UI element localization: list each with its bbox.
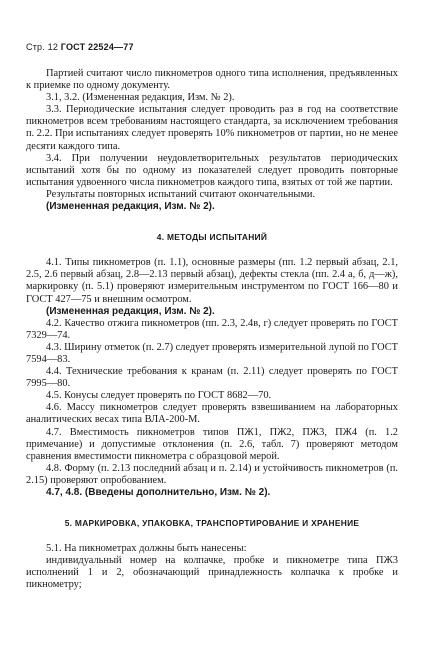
paragraph-amendment-4-7: 4.7, 4.8. (Введены дополнительно, Изм. № 2). <box>46 487 271 498</box>
paragraph-3-4: 3.4. При получении неудовлетворительных результатов периодических испытаний хотя бы по одному из показателей следует проводить повторные испытания удвоенного числа пикнометров каждого типа, взятых от той же партии. <box>26 152 398 188</box>
paragraph-5-1-item: индивидуальный номер на колпачке, пробке и пикнометре типа ПЖ3 исполнений 1 и 2, обозначающий принадлежность колпачка к пробке и пикнометру; <box>26 555 398 591</box>
paragraph-5-1: 5.1. На пикнометрах должны быть нанесены: <box>46 543 247 555</box>
paragraph-batch-definition: Партией считают число пикнометров одного типа исполнения, предъявленных к приемке по одному документу. <box>26 68 398 92</box>
section-title-marking: 5. МАРКИРОВКА, УПАКОВКА, ТРАНСПОРТИРОВАНИЕ И ХРАНЕНИЕ <box>64 518 360 529</box>
standard-code: ГОСТ 22524—77 <box>60 42 134 52</box>
page-prefix: Стр. <box>26 42 45 52</box>
paragraph-4-1: 4.1. Типы пикнометров (п. 1.1), основные размеры (пп. 1.2 первый абзац, 2.1, 2.5, 2.6 первый абзац, 2.8—2.13 первый абзац), дефекты стекла (пп. 2.4 а, б, д—ж), маркировку (п. 5.1) проверяют измерительным инструментом по ГОСТ 166—80 и ГОСТ 427—75 и внешним осмотром. <box>26 257 398 305</box>
paragraph-4-8: 4.8. Форму (п. 2.13 последний абзац и п. 2.14) и устойчивость пикнометров (п. 2.15) проверяют опробованием. <box>26 462 398 486</box>
paragraph-4-5: 4.5. Конусы следует проверять по ГОСТ 8682—70. <box>46 390 272 402</box>
paragraph-4-3: 4.3. Ширину отметок (п. 2.7) следует проверять измерительной лупой по ГОСТ 7594—83. <box>26 341 399 365</box>
page-header <box>26 42 134 52</box>
paragraph-repeat-results: Результаты повторных испытаний считают окончательными. <box>46 188 316 200</box>
page-number: 12 <box>47 42 59 52</box>
paragraph-4-2: 4.2. Качество отжига пикнометров (пп. 2.3, 2.4в, г) следует проверять по ГОСТ 7329—74. <box>26 317 398 341</box>
paragraph-3-3: 3.3. Периодические испытания следует проводить раз в год на соответствие пикнометров всем требованиям настоящего стандарта, за исключением требования п. 2.2. При испытаниях следует проверять 10% пикнометров от партии, но не менее десяти каждого типа. <box>26 104 398 152</box>
paragraph-amendment-4-1: (Измененная редакция, Изм. № 2). <box>46 305 215 317</box>
paragraph-amendment-3-4: (Измененная редакция, Изм. № 2). <box>46 201 215 213</box>
section-title-testing-methods: 4. МЕТОДЫ ИСПЫТАНИЙ <box>156 232 268 243</box>
paragraph-4-4: 4.4. Технические требования к кранам (п. 2.11) следует проверять по ГОСТ 7995—80. <box>26 366 398 390</box>
paragraph-4-7: 4.7. Вместимость пикнометров типов ПЖ1, ПЖ2, ПЖ3, ПЖ4 (п. 1.2 примечание) и допустимые отклонения (п. 2.6, табл. 7) проверяют методом сравнения вместимости пикнометра с образцовой мерой. <box>26 426 398 462</box>
paragraph-amendment-3-1: 3.1, 3.2. (Измененная редакция, Изм. № 2). <box>46 92 235 104</box>
paragraph-4-6: 4.6. Массу пикнометров следует проверять взвешиванием на лабораторных аналитических весах типа ВЛА-200-М. <box>26 402 398 426</box>
document-body <box>26 68 398 592</box>
